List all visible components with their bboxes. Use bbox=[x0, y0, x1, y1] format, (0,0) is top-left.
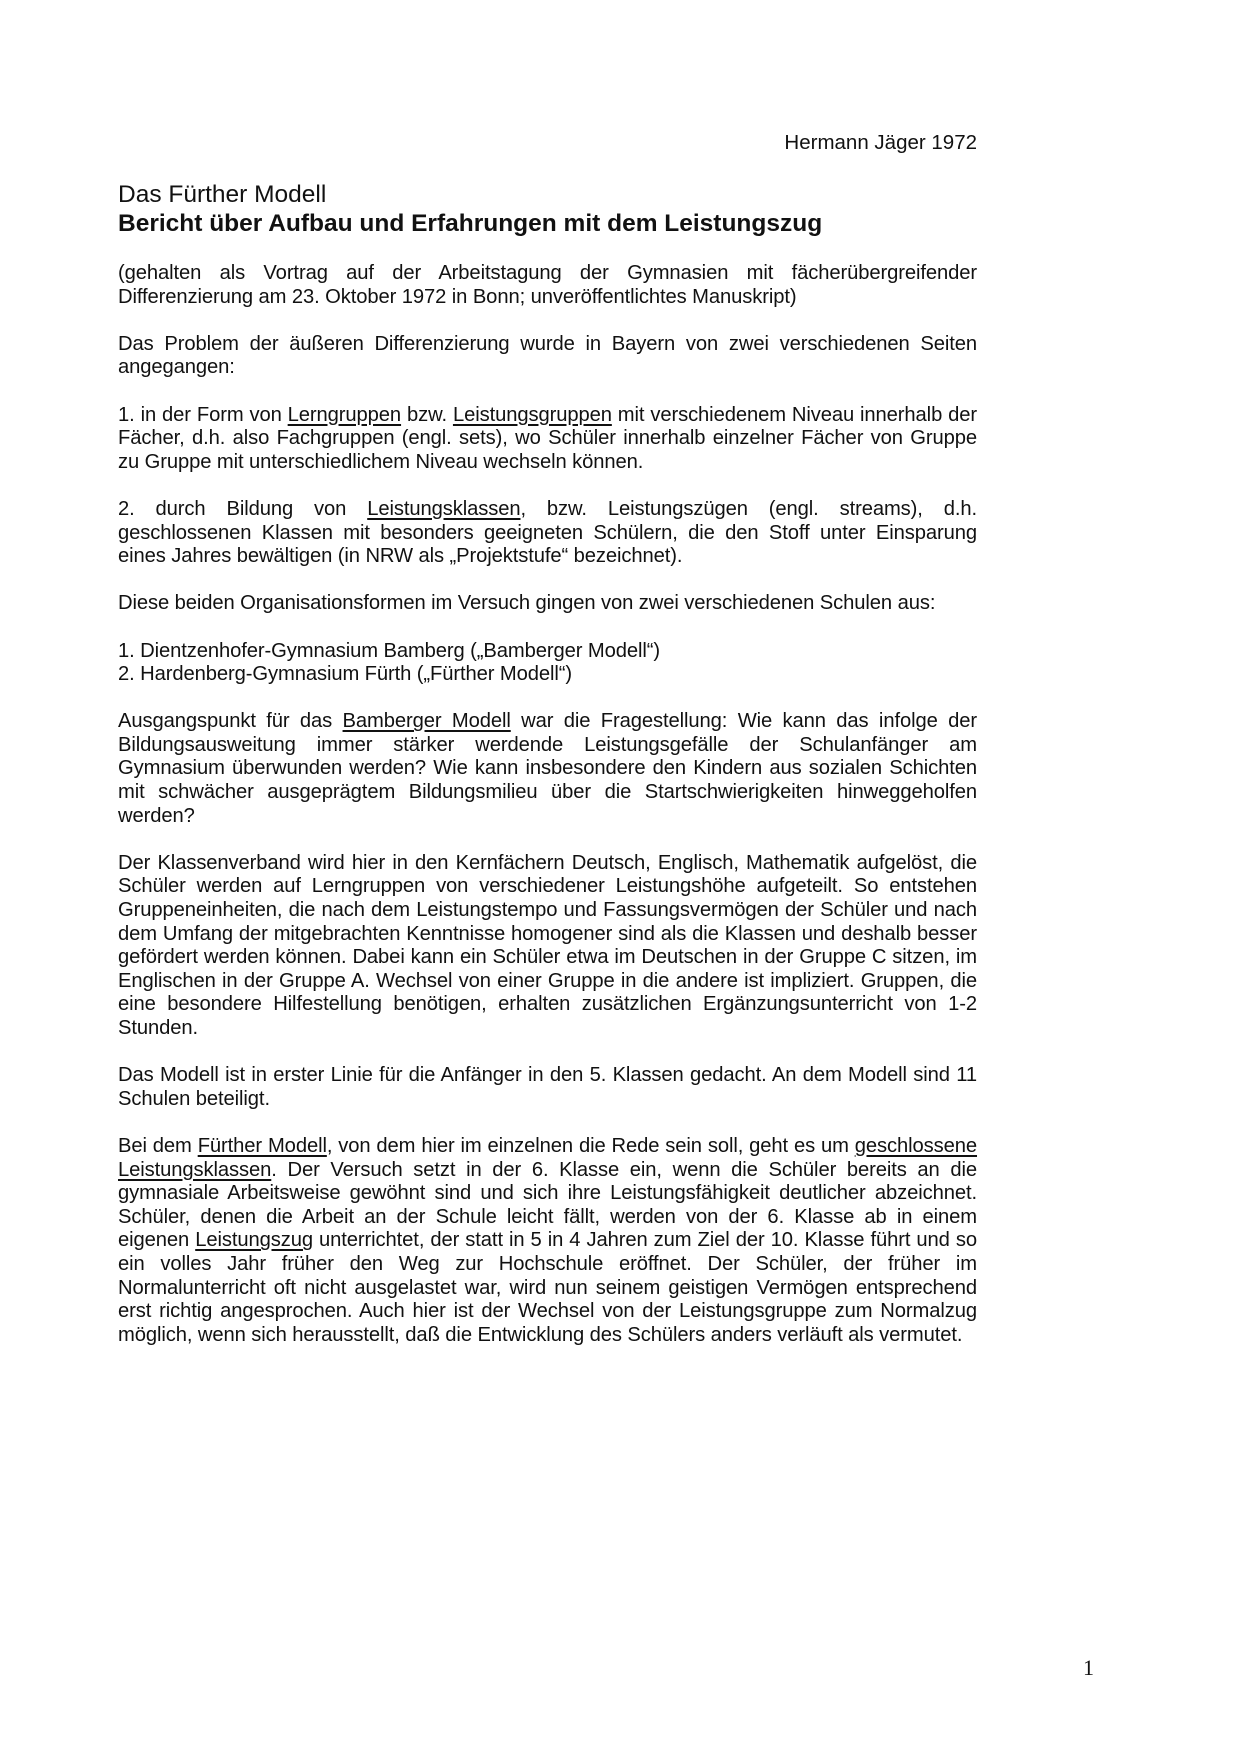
text-run: Bei dem bbox=[118, 1134, 198, 1157]
underlined-term: Fürther Modell bbox=[197, 1134, 327, 1157]
text-run: unterrichtet, der statt in 5 in 4 Jahren zum Ziel der 10. Klasse führt und so ein volles Jahr früher den Weg zur Hochschule eröffnet. Der Schüler, der früher im Normalunterricht oft nicht ausgelastet war, wird nun seinem geistigen Vermögen entsprechend erst richtig angesprochen. Auch hier ist der Wechsel von der Leistungsgruppe zum Normalzug möglich, wenn sich herausstellt, daß die Entwicklung des Schülers anders verläuft als vermutet. bbox=[118, 1229, 977, 1346]
paragraph-problem: Das Problem der äußeren Differenzierung wurde in Bayern von zwei verschiedenen Seiten angegangen: bbox=[118, 332, 977, 379]
underlined-term: Lerngruppen bbox=[287, 403, 402, 426]
paragraph-bamberg-model bbox=[118, 710, 977, 828]
underlined-term: Leistungszug bbox=[195, 1229, 313, 1252]
paragraph-fuerth-model bbox=[118, 1135, 977, 1347]
underlined-term: Leistungsgruppen bbox=[452, 403, 612, 426]
paragraph-model-scope: Das Modell ist in erster Linie für die Anfänger in den 5. Klassen gedacht. An dem Modell sind 11 Schulen beteiligt. bbox=[118, 1064, 977, 1110]
text-run: Ausgangspunkt für das bbox=[118, 710, 343, 733]
title-line: Das Fürther Modell bbox=[118, 181, 327, 208]
paragraph-class-structure: Der Klassenverband wird hier in den Kernfächern Deutsch, Englisch, Mathematik aufgelöst, die Schüler werden auf Lerngruppen von verschiedener Leistungshöhe aufgeteilt. So entstehen Gruppeneinheiten, die nach dem Leistungstempo und Fassungsvermögen der Schüler und nach dem Umfang der mitgebrachten Kenntnisse homogener sind als die Klassen und deshalb besser gefördert werden können. Dabei kann ein Schüler etwa im Deutschen in der Gruppe C sitzen, im Englischen in der Gruppe A. Wechsel von einer Gruppe in die andere ist impliziert. Gruppen, die eine besondere Hilfestellung benötigen, erhalten zusätzlichen Ergänzungsunterricht von 1-2 Stunden. bbox=[118, 851, 977, 1039]
underlined-term: Bamberger Modell bbox=[342, 710, 511, 733]
paragraph-intro-note: (gehalten als Vortrag auf der Arbeitstagung der Gymnasien mit fächerübergreifender Differenzierung am 23. Oktober 1972 in Bonn; unveröffentlichtes Manuskript) bbox=[118, 262, 977, 308]
paragraph-option-1 bbox=[118, 404, 977, 475]
underlined-term: Leistungsklassen bbox=[367, 497, 521, 520]
paragraph-schools-intro: Diese beiden Organisationsformen im Versuch gingen von zwei verschiedenen Schulen aus: bbox=[118, 592, 936, 615]
author-date-line: Hermann Jäger 1972 bbox=[784, 131, 977, 154]
text-run: 1. in der Form von bbox=[118, 403, 288, 426]
list-item: 1. Dientzenhofer-Gymnasium Bamberg („Bamberger Modell“) bbox=[118, 639, 661, 662]
subtitle-line: Bericht über Aufbau und Erfahrungen mit dem Leistungszug bbox=[118, 210, 823, 237]
text-run: bzw. bbox=[401, 403, 453, 426]
schools-list bbox=[118, 640, 977, 687]
document-title bbox=[118, 180, 978, 238]
list-item: 2. Hardenberg-Gymnasium Fürth („Fürther Modell“) bbox=[118, 663, 573, 686]
text-run: mit verschiedenem Niveau innerhalb der Fächer, d.h. also Fachgruppen (engl. sets), wo Schüler innerhalb einzelner Fächer von Gruppe zu Gruppe mit unterschiedlichem Niveau wechseln können. bbox=[118, 403, 978, 473]
text-run: war die Fragestellung: Wie kann das infolge der Bildungsausweitung immer stärker werdende Leistungsgefälle der Schulanfänger am Gymnasium überwunden werden? Wie kann insbesondere den Kindern aus sozialen Schichten mit schwächer ausgeprägtem Bildungsmilieu über die Startschwierigkeiten hinweggeholfen werden? bbox=[118, 710, 977, 827]
text-run: 2. durch Bildung von bbox=[118, 497, 368, 520]
paragraph-option-2 bbox=[118, 498, 977, 569]
text-run: , von dem hier im einzelnen die Rede sein soll, geht es um bbox=[326, 1134, 855, 1157]
text-run: . Der Versuch setzt in der 6. Klasse ein, wenn die Schüler bereits an die gymnasiale Arbeitsweise gewöhnt sind und sich ihre Leistungsfähigkeit deutlicher abzeichnet. Schüler, denen die Arbeit an der Schule leicht fällt, werden von der 6. Klasse ab in einem eigenen bbox=[118, 1158, 977, 1252]
document-body bbox=[118, 262, 977, 1371]
text-run: , bzw. Leistungszügen (engl. streams), d.h. geschlossenen Klassen mit besonders geeigneten Schülern, die den Stoff unter Einsparung eines Jahres bewältigen (in NRW als „Projektstufe“ bezeichnet). bbox=[118, 497, 977, 568]
underlined-term: geschlossene Leistungsklassen bbox=[118, 1134, 978, 1181]
page-number: 1 bbox=[1083, 1655, 1094, 1680]
